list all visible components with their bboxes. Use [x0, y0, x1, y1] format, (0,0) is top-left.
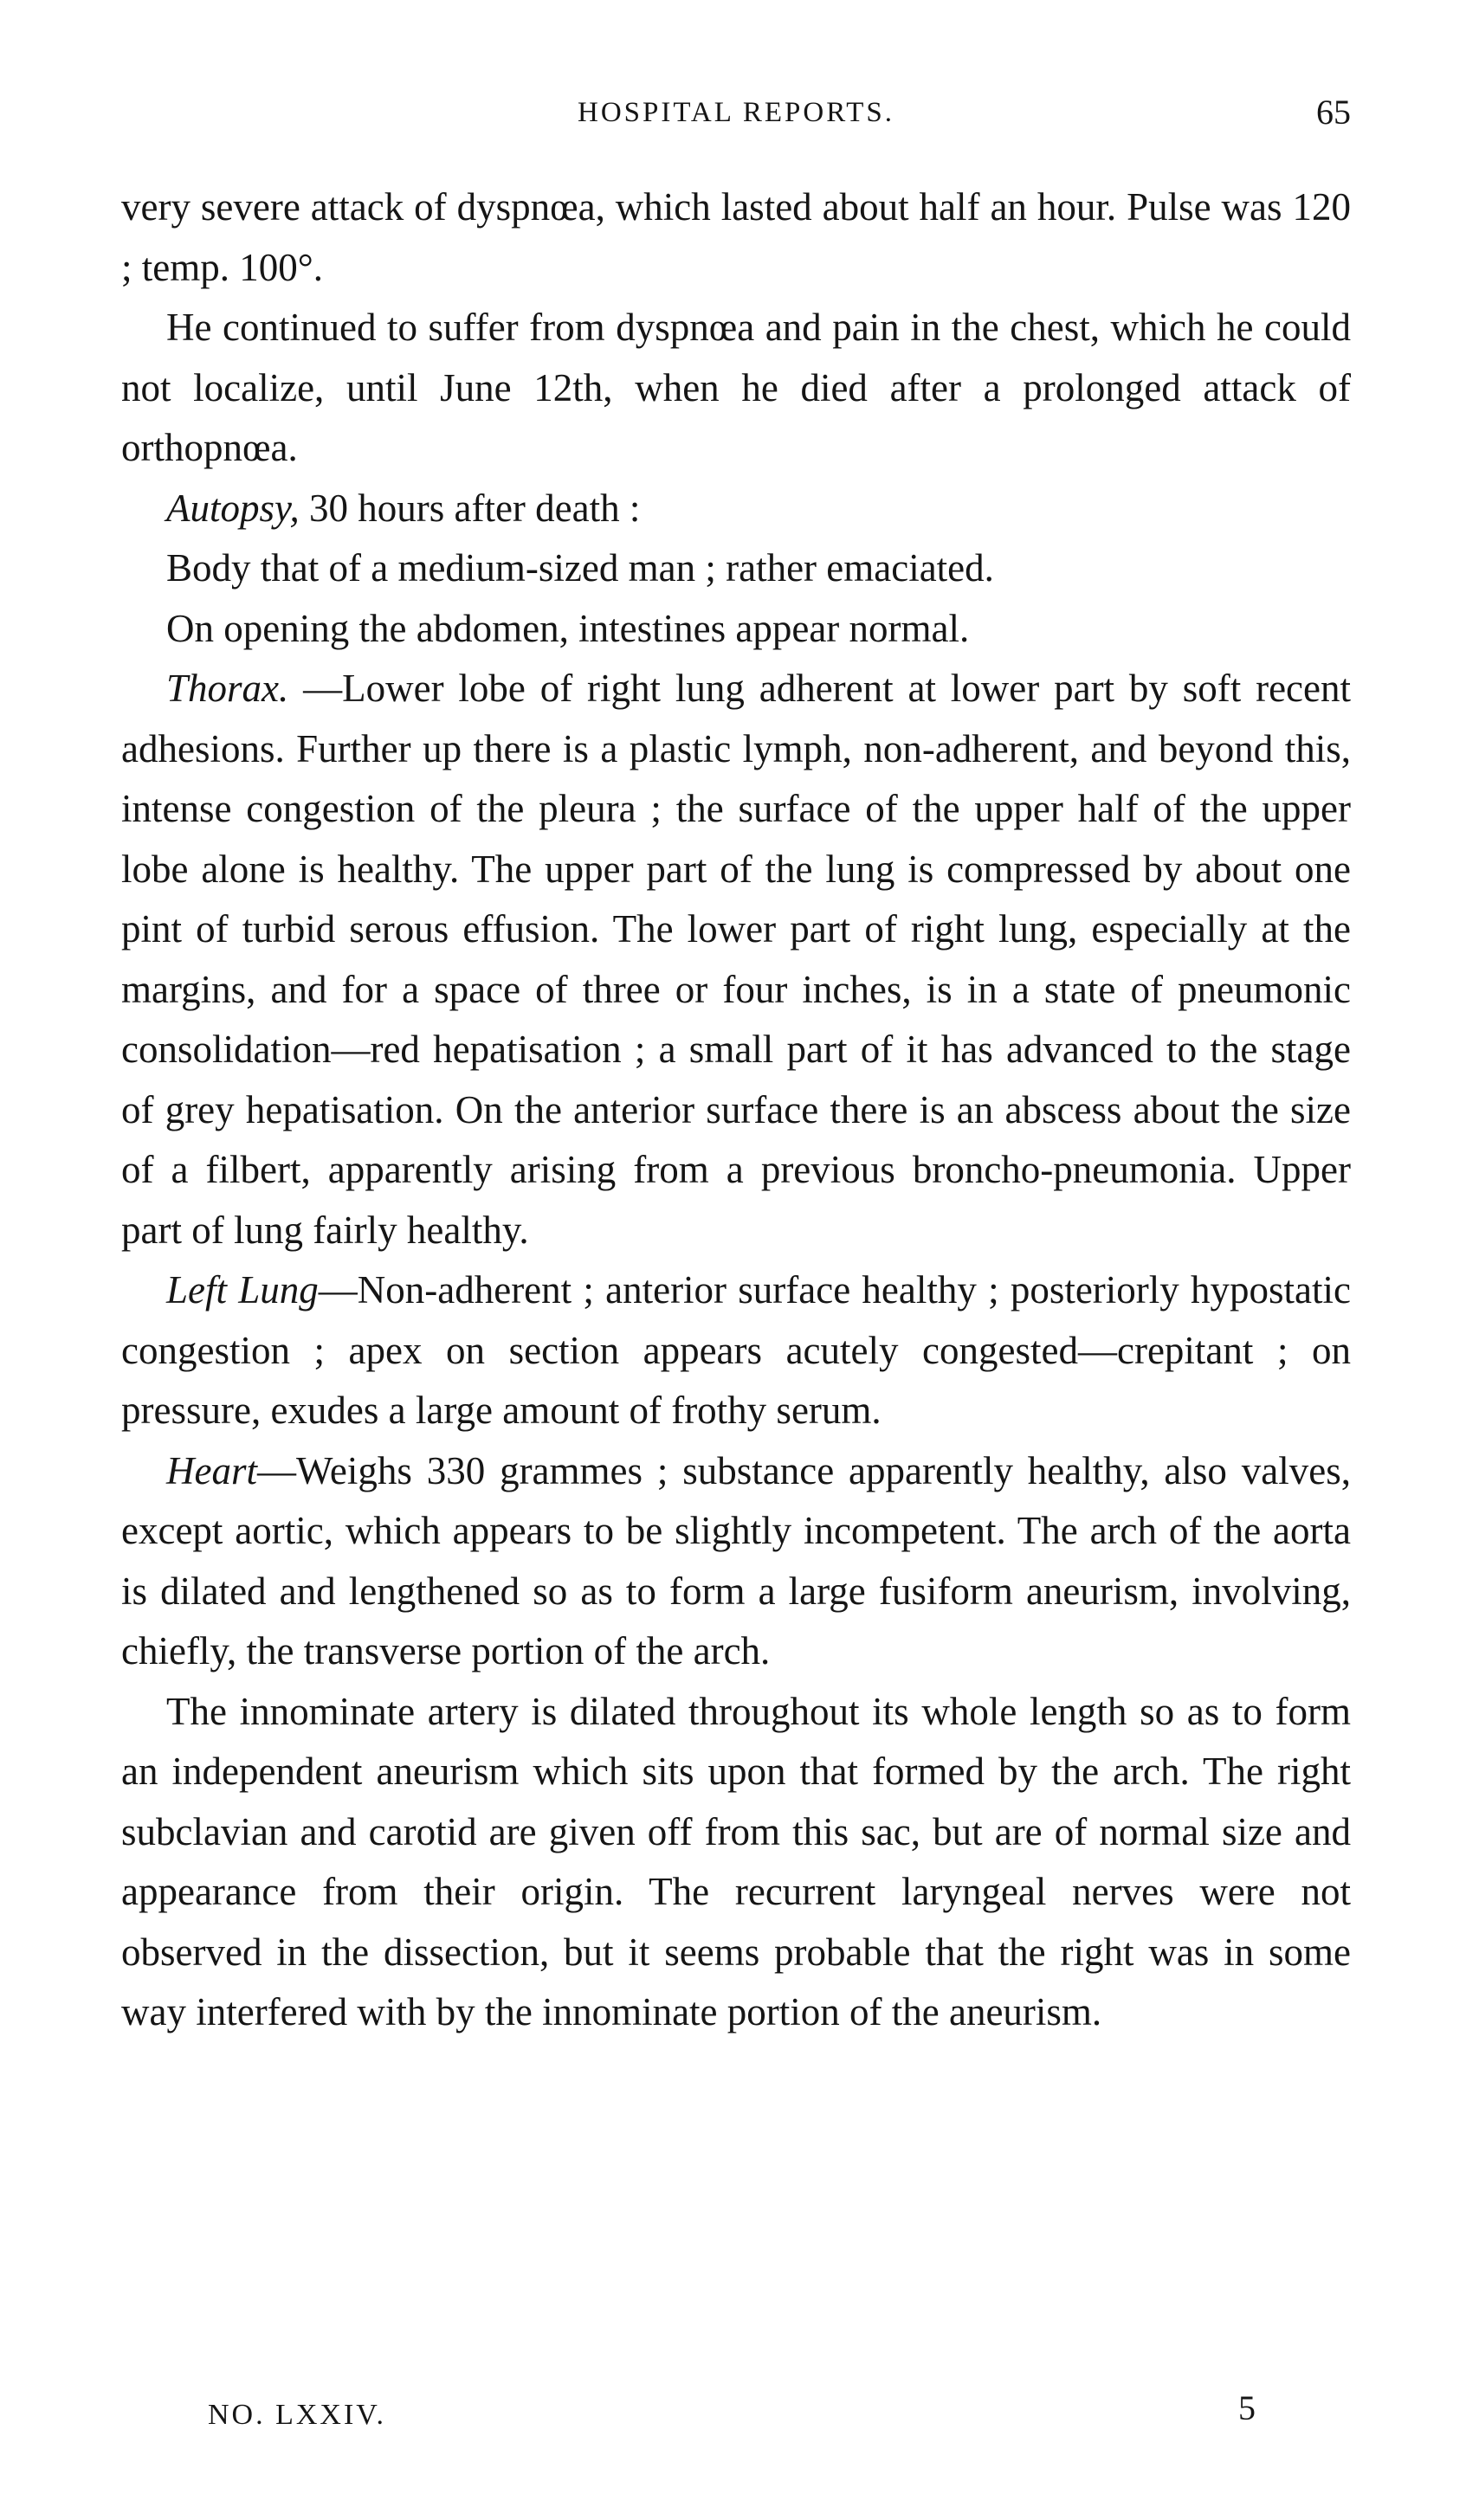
section-label-autopsy: Autopsy,: [166, 486, 300, 530]
body-text: [121, 177, 1351, 2043]
paragraph-text: —Non-adherent ; anterior surface healthy ; posteriorly hypostatic congestion ; apex on section appears acutely congested—crepitant ; on pressure, exudes a large amount of frothy serum.: [121, 1268, 1351, 1432]
paragraph-continuation: [121, 177, 1351, 298]
paragraph-thorax: [121, 659, 1351, 1260]
signature-number: 5: [1238, 2388, 1256, 2427]
section-label-thorax: Thorax.: [166, 667, 289, 710]
paragraph-left-lung: [121, 1260, 1351, 1441]
paragraph-decline: [121, 298, 1351, 479]
paragraph-autopsy: [121, 479, 1351, 539]
paragraph-text: Body that of a medium-sized man ; rather emaciated.: [166, 546, 994, 590]
running-head: [121, 87, 1351, 139]
paragraph-text: 30 hours after death :: [299, 486, 641, 530]
paragraph-body: [121, 538, 1351, 599]
paragraph-text: On opening the abdomen, intestines appear normal.: [166, 606, 970, 650]
running-title: HOSPITAL REPORTS.: [577, 97, 895, 128]
paragraph-text: He continued to suffer from dyspnœa and pain in the chest, which he could not localize, until June 12th, when he died after a prolonged attack of orthopnœa.: [121, 306, 1351, 469]
section-label-heart: Heart: [166, 1448, 257, 1492]
paragraph-innominate: [121, 1682, 1351, 2043]
signature-mark: NO. LXXIV.: [208, 2399, 386, 2431]
section-label-left-lung: Left Lung: [166, 1268, 319, 1312]
paragraph-abdomen: [121, 599, 1351, 660]
paragraph-text: The innominate artery is dilated throughout its whole length so as to form an independent aneurism which sits upon that formed by the arch. The right subclavian and carotid are given off from this sac, but are of normal size and appearance from their origin. The recurrent laryngeal nerves were not observed in the dissection, but it seems probable that the right was in some way interfered with by the innominate portion of the aneurism.: [121, 1689, 1351, 2033]
paragraph-text: —Weighs 330 grammes ; substance apparently healthy, also valves, except aortic, which appears to be slightly incompetent. The arch of the aorta is dilated and lengthened so as to form a large fusiform aneurism, involving, chiefly, the transverse portion of the arch.: [121, 1448, 1351, 1672]
paragraph-text: very severe attack of dyspnœa, which lasted about half an hour. Pulse was 120 ; temp. 100°.: [121, 185, 1351, 289]
page-number: 65: [1316, 93, 1351, 132]
paragraph-text: —Lower lobe of right lung adherent at lower part by soft recent adhesions. Further up there is a plastic lymph, non-adherent, and beyond this, intense congestion of the pleura ; the surface of the upper half of the upper lobe alone is healthy. The upper part of the lung is compressed by about one pint of turbid serous effusion. The lower part of right lung, especially at the margins, and for a space of three or four inches, is in a state of pneumonic consolidation—red hepatisation ; a small part of it has advanced to the stage of grey hepatisation. On the anterior surface there is an abscess about the size of a filbert, apparently arising from a previous broncho-pneumonia. Upper part of lung fairly healthy.: [121, 667, 1351, 1252]
paragraph-heart: [121, 1441, 1351, 1682]
page-footer: [121, 2389, 1351, 2441]
